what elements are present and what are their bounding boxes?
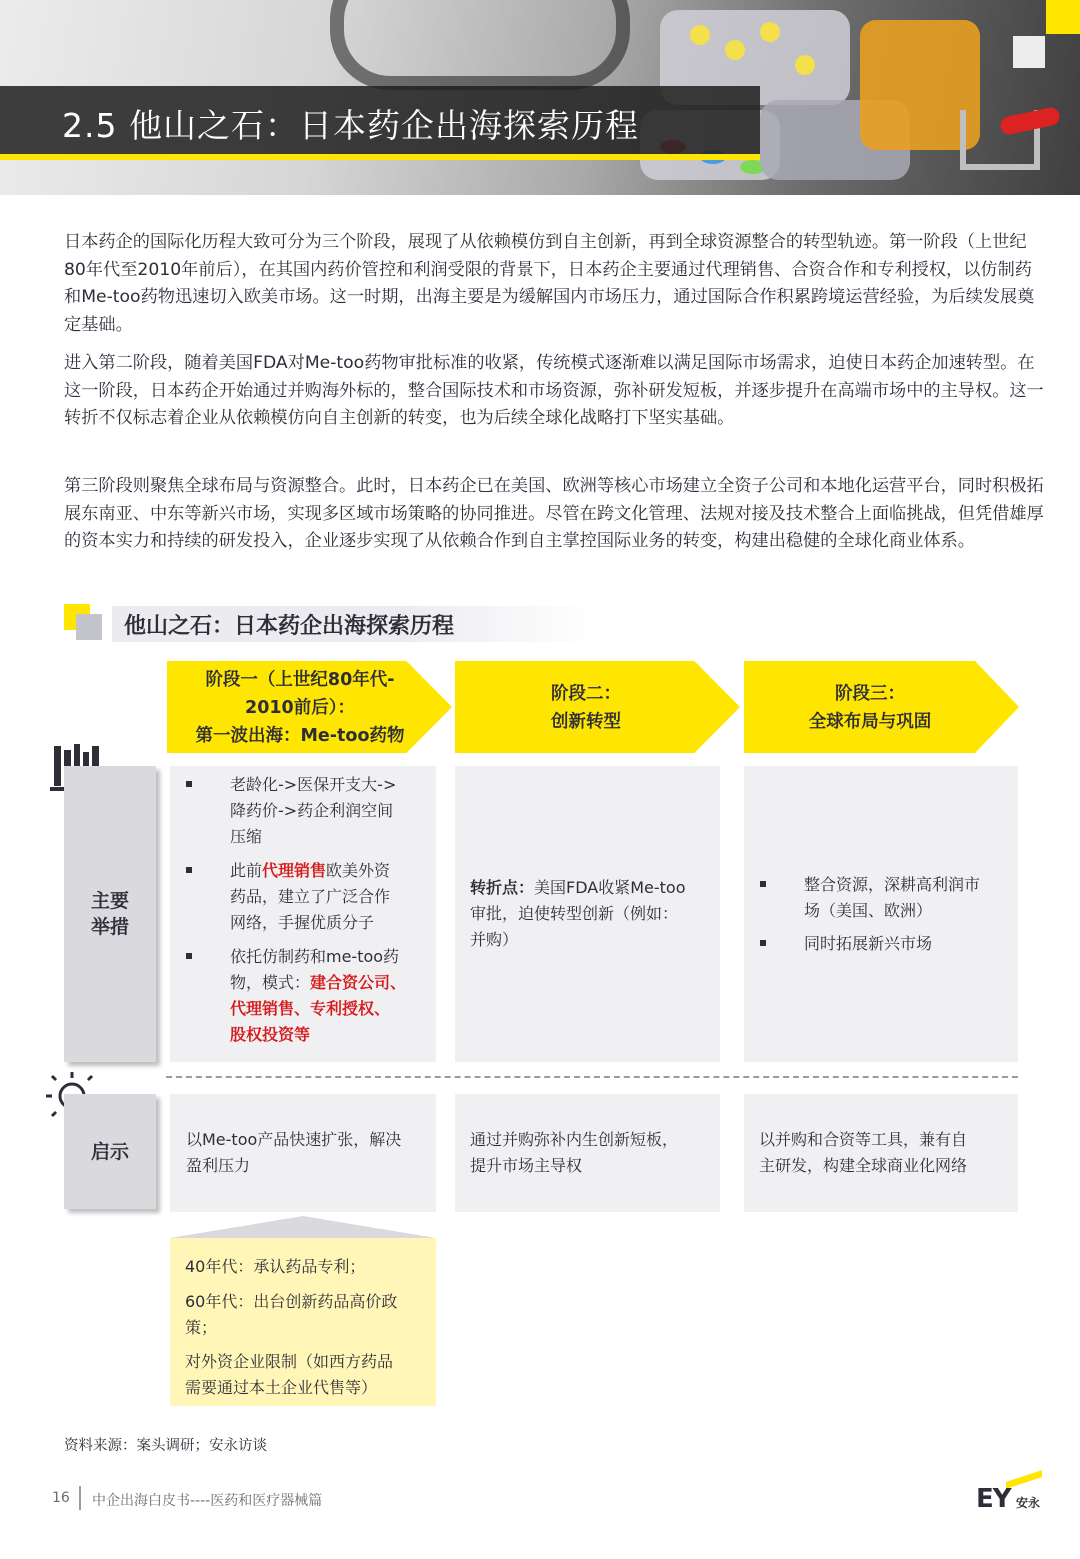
row-header-measures-label — [64, 888, 156, 940]
row-header-measures-line-2: 举措 — [90, 916, 129, 938]
text-line: 整合资源，深耕高利润市 — [804, 875, 981, 894]
paragraph-2: 进入第二阶段，随着美国FDA对Me-too药物审批标准的收紧，传统模式逐渐难以满足国际市场需求，迫使日本药企加速转型。在这一阶段，日本药企开始通过并购海外标的，整合国际技术和市场资源，弥补研发短板，并逐步提升在高端市场中的主导权。这一转折不仅标志着企业从依赖模仿向自主创新的转变，也为后续全球化战略打下坚实基础。 — [64, 353, 1044, 428]
highlight-text: 代理销售 — [262, 861, 327, 880]
ey-logo: EY — [976, 1484, 1011, 1514]
text-line: 提升市场主导权 — [470, 1156, 583, 1175]
text-run: 物，模式： — [230, 973, 311, 992]
note-line-4: 对外资企业限制（如西方药品 — [185, 1352, 394, 1371]
stage-2-line-2: 创新转型 — [551, 712, 621, 732]
stage-2-line-1: 阶段二： — [551, 684, 621, 704]
insight-3-text — [759, 1127, 967, 1179]
measure-1-bullet-2 — [230, 858, 390, 936]
ey-logo-beam — [1006, 1470, 1042, 1489]
stage-1-label — [170, 666, 430, 750]
page-title: 2.5 他山之石：日本药企出海探索历程 — [62, 106, 639, 145]
text-run: 此前 — [230, 861, 263, 880]
bullet-dot — [186, 867, 192, 873]
stage-3-line-1: 阶段三： — [835, 684, 905, 704]
white-corner-square — [1013, 36, 1045, 68]
paragraph-1: 日本药企的国际化历程大致可分为三个阶段，展现了从依赖模仿到自主创新，再到全球资源整合的转型轨迹。第一阶段（上世纪80年代至2010年前后），在其国内药价管控和利润受限的背景下，日本药企主要通过代理销售、合资合作和专利授权，以仿制药和Me-too药物迅速切入欧美市场。这一时期，出海主要是为缓解国内市场压力，通过国际合作积累跨境运营经验，为后续发展奠定基础。 — [64, 232, 1035, 335]
pill-image — [725, 40, 745, 60]
paragraph-3: 第三阶段则聚焦全球布局与资源整合。此时，日本药企已在美国、欧洲等核心市场建立全资子公司和本地化运营平台，同时积极拓展东南亚、中东等新兴市场，实现多区域市场策略的协同推进。尽管在跨文化管理、法规对接及技术整合上面临挑战，但凭借雄厚的资本实力和持续的研发投入，企业逐步实现了从依赖合作到自主掌控国际业务的转变，构建出稳健的全球化商业体系。 — [64, 476, 1044, 551]
highlight-text: 建合资公司、 — [310, 973, 407, 992]
stage-3-label — [744, 680, 996, 736]
text-line: 场（美国、欧洲） — [804, 901, 933, 920]
text-line — [470, 875, 685, 901]
footer-title: 中企出海白皮书----医药和医疗器械篇 — [92, 1493, 323, 1509]
page-number: 16 — [52, 1490, 70, 1506]
insight-1-text — [186, 1127, 401, 1179]
stage-1-line-1: 阶段一（上世纪80年代- — [205, 670, 395, 690]
row-header-measures-line-1: 主要 — [90, 890, 129, 912]
row-separator — [166, 1076, 1018, 1078]
pill-image — [690, 25, 710, 45]
measure-3-bullet-1 — [804, 872, 980, 924]
text-line: 盈利压力 — [186, 1156, 251, 1175]
section-title: 他山之石：日本药企出海探索历程 — [124, 614, 455, 639]
turning-point-label: 转折点： — [470, 878, 535, 897]
bullet-dot — [760, 881, 766, 887]
ey-logo-cn: 安永 — [1016, 1496, 1041, 1510]
text-line: 以并购和合资等工具，兼有自 — [759, 1130, 968, 1149]
text-line: 并购） — [470, 930, 519, 949]
highlight-text: 股权投资等 — [230, 1025, 311, 1044]
measure-1-bullet-3 — [230, 944, 406, 1048]
text-line: 以Me-too产品快速扩张，解决 — [186, 1130, 402, 1149]
text-line: 主研发，构建全球商业化网络 — [759, 1156, 968, 1175]
text-line: 老龄化->医保开支大-> — [230, 775, 397, 794]
note-line-5: 需要通过本土企业代售等） — [185, 1378, 378, 1397]
bullet-dot — [186, 781, 192, 787]
stage-1-line-3: 第一波出海：Me-too药物 — [195, 726, 405, 746]
footer-divider — [79, 1486, 81, 1510]
text-line — [230, 970, 406, 996]
stage-3-line-2: 全球布局与巩固 — [808, 712, 932, 732]
pill-image — [760, 22, 780, 42]
note-pointer — [170, 1216, 436, 1238]
text-run: 美国FDA收紧Me-too — [534, 878, 686, 897]
text-line: 通过并购弥补内生创新短板， — [470, 1130, 679, 1149]
section-marker-grey — [76, 614, 102, 640]
yellow-corner-square — [1046, 0, 1080, 34]
note-line-1: 40年代：承认药品专利； — [185, 1257, 366, 1276]
insight-2-text — [470, 1127, 678, 1179]
source-note: 资料来源：案头调研；安永访谈 — [64, 1438, 267, 1454]
stage-1-line-2: 2010前后）： — [245, 698, 355, 718]
measure-1-bullet-1 — [230, 772, 396, 850]
glasses-image — [330, 0, 630, 90]
stage-2-label — [455, 680, 717, 736]
title-underline — [0, 154, 760, 160]
measure-3-bullet-2 — [804, 931, 932, 957]
text-line: 审批，迫使转型创新（例如： — [470, 904, 679, 923]
highlight-text: 代理销售、专利授权、 — [230, 999, 391, 1018]
text-line: 药品，建立了广泛合作 — [230, 887, 391, 906]
row-header-insight-label: 启示 — [90, 1141, 129, 1163]
text-line: 依托仿制药和me-too药 — [230, 947, 400, 966]
text-line — [230, 858, 390, 884]
text-line: 压缩 — [230, 827, 263, 846]
measure-2-text — [470, 875, 685, 953]
bullet-dot — [760, 940, 766, 946]
bullet-dot — [186, 953, 192, 959]
text-line: 同时拓展新兴市场 — [804, 934, 933, 953]
text-line: 降药价->药企利润空间 — [230, 801, 394, 820]
text-line: 网络，手握优质分子 — [230, 913, 375, 932]
note-line-2: 60年代：出台创新药品高价政 — [185, 1292, 398, 1311]
note-line-3: 策； — [185, 1318, 218, 1337]
pill-image — [795, 55, 815, 75]
text-run: 欧美外资 — [326, 861, 391, 880]
